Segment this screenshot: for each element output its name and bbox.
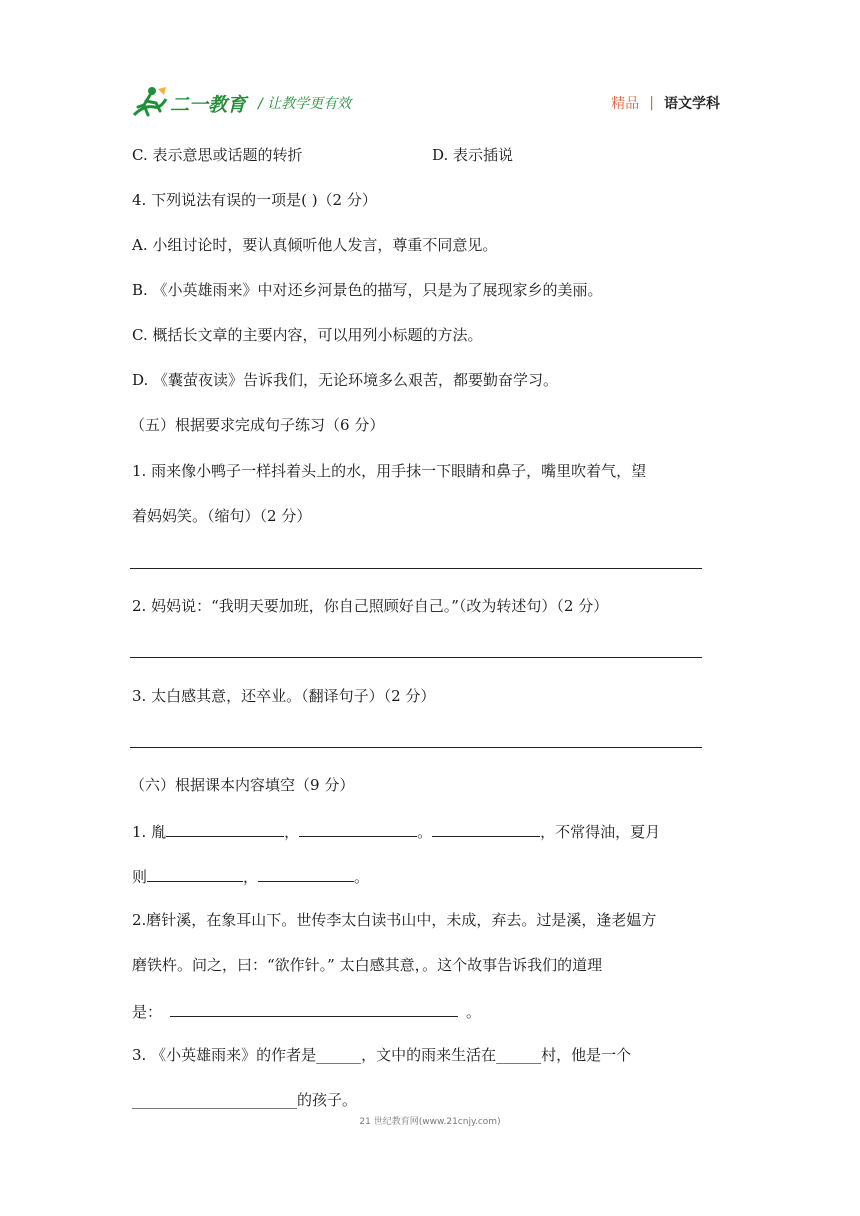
quality-label: 精品 (611, 96, 640, 112)
runner-logo-icon (130, 85, 168, 121)
q4-option-d: D. 《囊萤夜读》告诉我们，无论环境多么艰苦，都要勤奋学习。 (132, 371, 559, 389)
answer-line-2[interactable] (130, 657, 702, 658)
s6-q3-line2: ______________________的孩子。 (132, 1091, 358, 1109)
s6-q2-prefix: 是： (132, 1003, 163, 1021)
s5-q3: 3. 太白感其意，还卒业。（翻译句子）（2 分） (132, 687, 436, 705)
answer-line-3[interactable] (130, 747, 702, 748)
answer-line-1[interactable] (130, 568, 702, 569)
s6-q2-end: 。 (466, 1003, 482, 1021)
s6-q1-line2 (132, 865, 369, 887)
page-header (130, 82, 720, 124)
fill-blank[interactable] (299, 820, 417, 837)
q4-option-b: B. 《小英雄雨来》中对还乡河景色的描写，只是为了展现家乡的美丽。 (132, 281, 603, 299)
fill-blank[interactable] (432, 820, 540, 837)
s6-q1-end: 。 (354, 868, 370, 886)
q4-stem: 4. 下列说法有误的一项是( )（2 分） (132, 191, 377, 209)
s6-q1-tail: ，不常得油，夏月 (540, 823, 661, 841)
brand-slogan: / 让教学更有效 (258, 96, 352, 112)
s6-q1-line1 (132, 820, 660, 842)
s6-q1-prefix: 1. 胤 (132, 823, 167, 841)
brand-logo (130, 85, 351, 121)
section-6-title: （六）根据课本内容填空（9 分） (130, 776, 355, 794)
fill-blank[interactable] (170, 1000, 458, 1017)
s6-q2-line2: 磨铁杵。问之，曰：“欲作针。” 太白感其意，。这个故事告诉我们的道理 (132, 956, 603, 974)
page-footer: 21 世纪教育网(www.21cnjy.com) (359, 1117, 501, 1127)
q4-option-a: A. 小组讨论时，要认真倾听他人发言，尊重不同意见。 (132, 236, 498, 254)
section-5-title: （五）根据要求完成句子练习（6 分） (130, 416, 385, 434)
fill-blank[interactable] (166, 820, 284, 837)
s6-q2-line3 (132, 1000, 481, 1022)
s6-q1-period: 。 (417, 823, 433, 841)
subject-label: 语文学科 (664, 96, 720, 112)
s5-q2: 2. 妈妈说：“我明天要加班，你自己照顾好自己。”（改为转述句）（2 分） (132, 597, 609, 615)
s6-q3-line1: 3. 《小英雄雨来》的作者是______，文中的雨来生活在______村，他是一个 (132, 1046, 632, 1064)
fill-blank[interactable] (258, 865, 354, 882)
q4-option-c: C. 概括长文章的主要内容，可以用列小标题的方法。 (132, 326, 483, 344)
s6-q2-line1: 2.磨针溪，在象耳山下。世传李太白读书山中，未成，弃去。过是溪，逢老媪方 (132, 911, 657, 929)
q3-option-d: D. 表示插说 (432, 146, 514, 164)
s6-q1-comma2: ， (243, 868, 259, 886)
s5-q1-line1: 1. 雨来像小鸭子一样抖着头上的水，用手抹一下眼睛和鼻子，嘴里吹着气，望 (132, 462, 647, 480)
fill-blank[interactable] (147, 865, 243, 882)
s6-q1-b: 则 (132, 868, 148, 886)
s5-q1-line2: 着妈妈笑。（缩句）（2 分） (132, 507, 312, 525)
badge-separator: | (649, 95, 654, 111)
brand-name: 二一教育 (170, 93, 247, 116)
q3-option-c: C. 表示意思或话题的转折 (132, 146, 303, 164)
s6-q1-comma1: ， (284, 823, 300, 841)
subject-badge (611, 93, 720, 113)
